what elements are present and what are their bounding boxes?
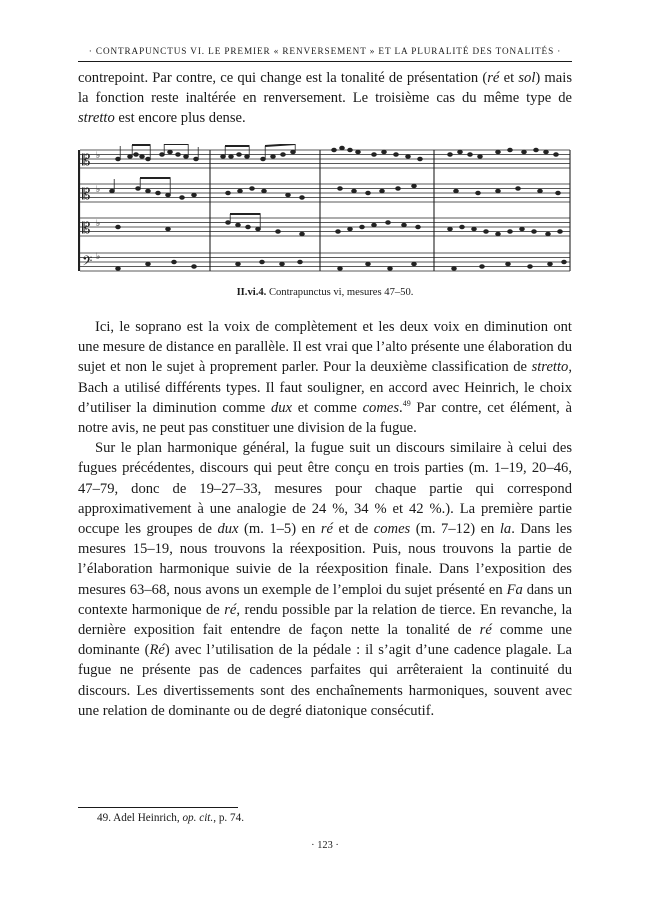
svg-text:♭: ♭ (96, 252, 101, 262)
c-clef-icon: 𝄡 (82, 219, 91, 237)
paragraph: Ici, le soprano est la voix de complètement et les deux voix en diminution ont une mesure de distance en parallèle. Il est vrai que l’alto présente une élaboration du sujet et non le sujet à proprement parler. Pour la deuxième classification de stretto, Bach a utilisé différents types. Il faut souligner, en accord avec Heinrich, le choix d’utiliser la diminution comme dux et comme comes.$^{49}$ Par contre, cet élément, à notre avis, ne peut pas constituer une division de la fugue. (78, 319, 572, 437)
c-clef-icon: 𝄡 (82, 151, 91, 169)
footnote: 49. Adel Heinrich, op. cit., p. 74. (97, 812, 244, 824)
figure-caption: II.vi.4. Contrapunctus vi, mesures 47–50. (236, 287, 414, 298)
notes (110, 144, 567, 270)
intro-paragraph: contrepoint. Par contre, ce qui change est la tonalité de présentation (ré et sol) mais la fonction reste inaltérée en renversement. Le troisième cas du même type de stretto est encore plus dense. (78, 70, 572, 127)
svg-text:♭: ♭ (96, 185, 101, 195)
svg-text:♭: ♭ (96, 151, 101, 161)
staff-bass (80, 253, 570, 271)
svg-text:♭: ♭ (96, 219, 101, 229)
music-score-figure (78, 144, 572, 278)
footnote-rule (78, 807, 238, 808)
f-clef-icon: 𝄢 (82, 253, 93, 272)
c-clef-icon: 𝄡 (82, 185, 91, 203)
footnote-ref[interactable]: 49 (402, 398, 411, 408)
header-rule (78, 61, 572, 62)
page-number: · 123 · (311, 840, 339, 851)
main-text (78, 317, 572, 721)
staff-alto (80, 184, 570, 202)
paragraph: Sur le plan harmonique général, la fugue suit un discours similaire à celui des fugues précédentes, discours qui peut être conçu en trois parties (m. 1–19, 20–46, 47–79, donc de 19–27–33, mesures pour chaque partie qui correspond approximativement à une analogie de 24 %, 34 % et 42 %.). La première partie occupe les groupes de dux (m. 1–5) en ré et de comes (m. 7–12) en la. Dans les mesures 15–19, nous trouvons la réexposition. Puis, nous trouvons la partie de l’élaboration harmonique suivie de la réexposition finale. Dans l’exposition des mesures 63–68, nous avons un exemple de l’emploi du sujet présenté en Fa dans un contexte harmonique de ré, rendu possible par la relation de tierce. En revanche, la dernière exposition fait entendre de façon nette la tonalité de ré comme une dominante (Ré) avec l’utilisation de la pédale : il s’agit d’une cadence plagale. La fugue ne présente pas de cadences parfaites qui arrêteraient la continuité du discours. Les divertissements sont des enchaînements harmoniques, souvent avec une relation de dominante ou de degré diatonique consécutif. (78, 440, 573, 719)
running-head: · CONTRAPUNCTUS VI. LE PREMIER « RENVERSEMENT » ET LA PLURALITÉ DES TONALITÉS · (88, 46, 562, 56)
